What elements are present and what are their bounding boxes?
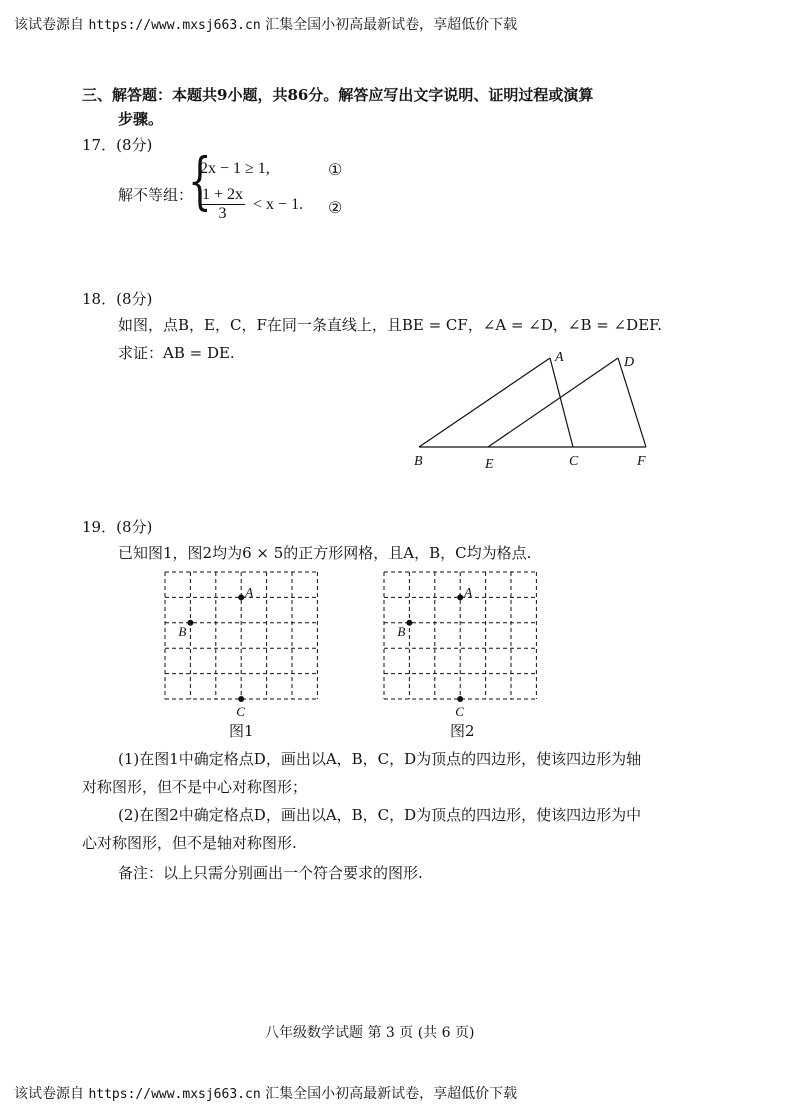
q19-part1-line1: (1)在图1中确定格点D，画出以A，B，C，D为顶点的四边形，使该四边形为轴 <box>118 750 642 768</box>
q19-part1-line2: 对称图形，但不是中心对称图形； <box>82 778 308 796</box>
grid-figure-1 <box>165 572 317 719</box>
grid-figure-2 <box>384 572 536 719</box>
label-d: D <box>624 355 635 370</box>
fig2-label-c: C <box>455 704 464 719</box>
label-f: F <box>637 454 646 469</box>
label-c: C <box>569 454 579 469</box>
q17-mark-1: ① <box>328 162 343 179</box>
source-url[interactable]: https://www.mxsj663.cn <box>88 18 261 33</box>
fig1-label-a: A <box>245 584 254 600</box>
fig1-point-c <box>238 696 244 702</box>
fig2-label-b: B <box>397 623 406 639</box>
q17-lead: 解不等组： <box>118 186 194 204</box>
section-title-line1: 三、解答题：本题共9小题，共86分。解答应写出文字说明、证明过程或演算 <box>82 86 594 104</box>
label-b: B <box>414 454 423 469</box>
fig1-point-a <box>238 594 244 600</box>
fig2-label-a: A <box>464 584 473 600</box>
label-a: A <box>555 350 564 365</box>
q18-statement: 如图，点B，E，C，F在同一条直线上，且BE = CF，∠A = ∠D，∠B = ∠DEF. <box>118 316 663 334</box>
q18-prove: 求证：AB = DE. <box>118 344 235 362</box>
q17-inequality-1: 2x − 1 ≥ 1, <box>200 160 270 177</box>
page-footer: 八年级数学试题 第 3 页 (共 6 页) <box>265 1025 475 1041</box>
section-title-line2: 步骤。 <box>118 110 164 128</box>
fig1-label-c: C <box>236 704 245 719</box>
figure-2-caption: 图2 <box>450 722 475 740</box>
source-footer <box>14 1083 517 1103</box>
source-footer-prefix: 该试卷源自 <box>14 1086 84 1102</box>
q19-note: 备注：以上只需分别画出一个符合要求的图形. <box>118 864 423 882</box>
q19-part2-line1: (2)在图2中确定格点D，画出以A，B，C，D为顶点的四边形，使该四边形为中 <box>118 806 642 824</box>
source-footer-url[interactable]: https://www.mxsj663.cn <box>88 1087 261 1102</box>
system-brace: { <box>188 144 212 217</box>
label-e: E <box>485 457 494 472</box>
fig2-point-a <box>457 594 463 600</box>
q19-number: 19．(8分) <box>82 518 153 536</box>
q19-part2-line2: 心对称图形，但不是轴对称图形. <box>82 834 297 852</box>
q17-inequality-2-rest: < x − 1. <box>253 195 304 213</box>
fig2-point-c <box>457 696 463 702</box>
fig1-label-b: B <box>178 623 187 639</box>
q17-mark-2: ② <box>328 200 343 217</box>
q19-statement: 已知图1，图2均为6 × 5的正方形网格，且A，B，C均为格点. <box>118 544 532 562</box>
q18-number: 18．(8分) <box>82 290 153 308</box>
figure-1-caption: 图1 <box>229 722 254 740</box>
source-suffix: 汇集全国小初高最新试卷，享超低价下载 <box>265 17 518 33</box>
q17-fraction-denominator: 3 <box>218 205 227 222</box>
source-footer-suffix: 汇集全国小初高最新试卷，享超低价下载 <box>265 1086 518 1102</box>
fig2-point-b <box>406 620 412 626</box>
q17-number: 17．(8分) <box>82 136 153 154</box>
q17-fraction-numerator: 1 + 2x <box>202 186 244 203</box>
fig1-point-b <box>187 620 193 626</box>
source-prefix: 该试卷源自 <box>14 17 84 33</box>
